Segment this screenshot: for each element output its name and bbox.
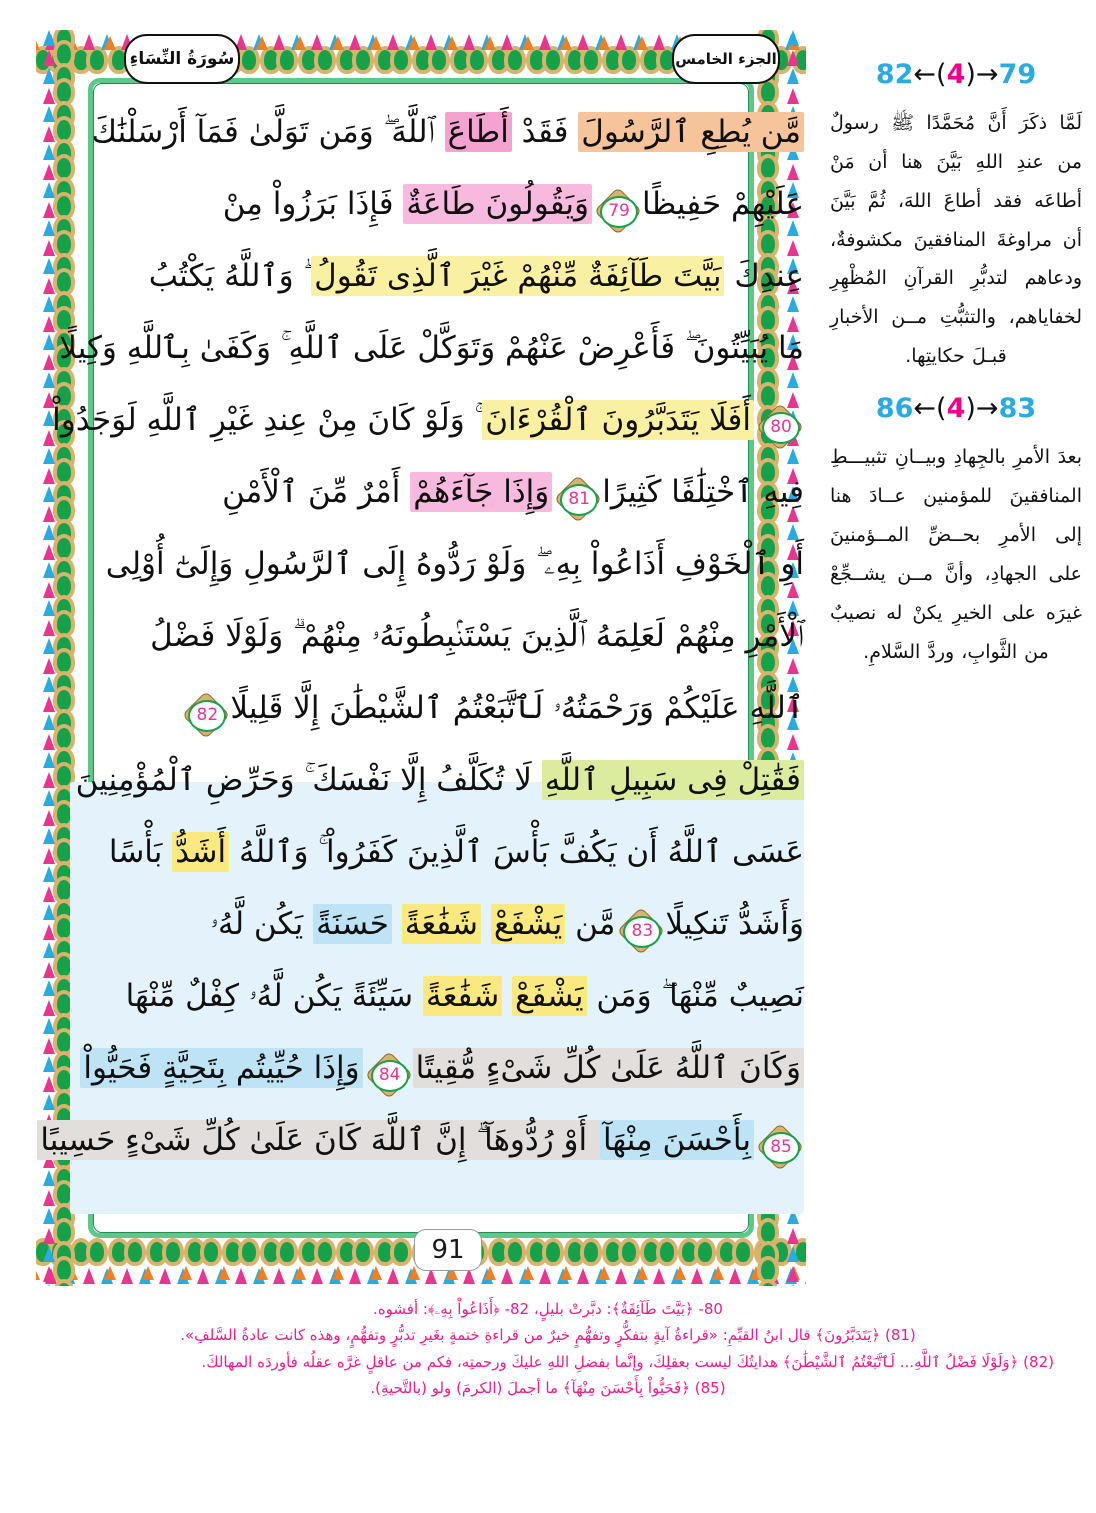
line-11: [70, 816, 804, 888]
line-9: [70, 672, 804, 744]
range-arrow-left-1: ←(: [913, 59, 947, 90]
line-1-seg-3: ٱللَّهَ ۖ وَمَن تَوَلَّىٰ فَمَآ أَرْسَلْنَٰكَ: [91, 114, 445, 150]
range-right-1: 79: [998, 59, 1037, 90]
range-arrow-right-1: )→: [965, 59, 999, 90]
ayah-ring: [762, 1132, 800, 1164]
border-motif-icon: [757, 1240, 803, 1282]
line-12-seg-6: [392, 906, 402, 942]
line-3-seg-2: ۖ وَٱللَّهُ يَكْتُبُ: [148, 258, 312, 294]
ayah-ring: [371, 1060, 409, 1092]
line-8-seg-0: ٱلْأَمْرِ مِنْهُمْ لَعَلِمَهُ ٱلَّذِينَ يَسْتَنۢبِطُونَهُۥ مِنْهُمْ ۗ وَلَوْلَا فَضْلُ: [150, 618, 804, 654]
line-13-seg-3: شَفَٰعَةً: [423, 976, 502, 1016]
line-12-seg-5: شَفَٰعَةً: [402, 904, 481, 944]
footnote-81: (81) ﴿يَتَدَبَّرُونَ﴾ قال ابنُ القيِّمِ: «قراءةُ آيةٍ بتفكُّرٍ وتفهُّمٍ خيرٌ من قراءةِ ختمةٍ بغَيرِ تدبُّرٍ وتفهُّمٍ، وهذه كانت عادةُ السَّلفِ».: [180, 1326, 916, 1345]
ayah-marker-81[interactable]: [555, 476, 599, 520]
border-motif-icon: [39, 30, 85, 66]
line-7-seg-0: أَوِ ٱلْخَوْفِ أَذَاعُواْ بِهِۦ ۖ وَلَوْ رَدُّوهُ إِلَى ٱلرَّسُولِ وَإِلَىٰٓ أُوْلِى: [105, 546, 804, 582]
line-15-seg-2: أَوْ رُدُّوهَآ ۗ إِنَّ ٱللَّهَ كَانَ عَلَىٰ كُلِّ شَىْءٍ حَسِيبًا: [37, 1120, 600, 1160]
tafsir-text-1: لَمَّا ذكَرَ أَنَّ مُحَمَّدًا ﷺ رسولٌ من عندِ اللهِ بَيَّنَ هنا أن مَنْ أطاعَه فقد أطاعَ اللهَ، ثُمَّ بَيَّنَ أن مراوغةَ المنافقينَ مكشوفةٌ، ودعاهم لتدبُّرِ القرآنِ المُظْهِرِ لخفاياهم، والتثبُّتِ مــن الأخبارِ قبـلَ حكايتِها.: [830, 111, 1082, 368]
range-right-2: 83: [998, 393, 1037, 425]
footnotes-area: [42, 1296, 1054, 1401]
line-3-seg-0: عِندِكَ: [724, 258, 804, 294]
line-4-seg-0: مَا يُبَيِّتُونَ ۖ فَأَعْرِضْ عَنْهُمْ وَتَوَكَّلْ عَلَى ٱللَّهِ ۚ وَكَفَىٰ بِٱللَّهِ وَكِيلًا: [59, 330, 804, 366]
tafsir-text-2: بعدَ الأمرِ بالجِهادِ وبيــانِ تثبيـــطِ المنافقينَ للمؤمنين عــادَ هنا إلى الأمرِ بحــضِّ المــؤمنينَ على الجهادِ، وأنَّ مــن يشــجِّعْ غيرَه على الخيرِ يكنْ له نصيبٌ من الثَّوابِ، وردَّ السَّلامِ.: [830, 445, 1082, 663]
line-15: [40, 1104, 804, 1176]
line-13-seg-0: نَصِيبٌ مِّنْهَا ۖ وَمَن: [586, 978, 804, 1014]
line-10-seg-1: لَا تُكَلَّفُ إِلَّا نَفْسَكَ ۚ وَحَرِّضِ ٱلْمُؤْمِنِينَ: [75, 762, 542, 798]
range-surah-1: 4: [946, 59, 966, 90]
ayah-marker-79[interactable]: [595, 188, 639, 232]
line-11-seg-2: بَأْسًا: [108, 834, 173, 870]
line-2-seg-3: فَإِذَا بَرَزُواْ مِنْ: [222, 186, 404, 222]
line-1: [70, 96, 804, 168]
line-3-seg-1: بَيَّتَ طَآئِفَةٌ مِّنْهُمْ غَيْرَ ٱلَّذِى تَقُولُ: [311, 256, 724, 296]
ayah-marker-83[interactable]: [618, 908, 662, 952]
line-7: [70, 528, 804, 600]
line-11-seg-1: أَشَدُّ: [172, 832, 229, 872]
line-12-seg-0: وَأَشَدُّ تَنكِيلًا: [665, 906, 804, 942]
line-13: [70, 960, 804, 1032]
ayah-ring: [600, 196, 638, 228]
line-12-seg-2: مَّن: [565, 906, 616, 942]
line-6-seg-3: أَمْرٌ مِّنَ ٱلْأَمْنِ: [222, 474, 411, 510]
line-1-seg-1: فَقَدْ: [511, 114, 579, 150]
verse-range-header-1: [830, 60, 1082, 90]
footnote-85: (85) ﴿فَحَيُّواْ بِأَحْسَنَ مِنْهَآ﴾ ما أجملَ (الكرمَ) ولو (بالتَّحيةِ).: [370, 1378, 726, 1397]
range-surah-2: 4: [946, 393, 966, 425]
ayah-number: 83: [631, 921, 654, 941]
line-6: [70, 456, 804, 528]
page-number-label: 91: [431, 1235, 465, 1265]
tafsir-block-2: [830, 394, 1082, 671]
line-12: [70, 888, 804, 960]
line-12-seg-3: يَشْفَعْ: [491, 904, 565, 944]
border-motif-icon: [757, 1278, 803, 1286]
line-12-seg-4: [481, 906, 491, 942]
line-4: [59, 312, 804, 384]
range-left-2: 86: [875, 393, 914, 425]
line-11-seg-0: عَسَى ٱللَّهُ أَن يَكُفَّ بَأْسَ ٱلَّذِينَ كَفَرُواْ ۚ وَٱللَّهُ: [229, 834, 804, 870]
juz-name-label: الجزء الخامس: [675, 50, 777, 68]
ayah-number: 79: [608, 201, 630, 221]
verse-range-header-2: [830, 394, 1082, 424]
line-8: [70, 600, 804, 672]
tafsir-block-1: [830, 60, 1082, 376]
ayah-number: 85: [770, 1137, 792, 1157]
line-9-seg-0: ٱللَّهِ عَلَيْكُمْ وَرَحْمَتُهُۥ لَٱتَّبَعْتُمُ ٱلشَّيْطَٰنَ إِلَّا قَلِيلًا: [230, 690, 804, 726]
line-13-seg-4: سَيِّئَةً يَكُن لَّهُۥ كِفْلٌ مِّنْهَا: [125, 978, 423, 1014]
mushaf-text-area: [40, 96, 804, 1216]
line-5-seg-1: أَفَلَا يَتَدَبَّرُونَ ٱلْقُرْءَانَ: [482, 400, 754, 440]
line-2-seg-0: عَلَيْهِمْ حَفِيظًا: [642, 186, 804, 222]
border-motif-icon: [39, 1278, 85, 1286]
line-15-seg-1: بِأَحْسَنَ مِنْهَآ: [600, 1120, 754, 1160]
line-5: [52, 384, 804, 456]
ayah-number: 82: [196, 705, 219, 725]
border-motif-icon: [39, 1240, 85, 1282]
line-12-seg-8: يَكُن لَّهُۥ: [210, 906, 314, 942]
juz-name-cartouche: [672, 34, 780, 84]
range-arrow-left-2: ←(: [913, 393, 947, 425]
line-13-seg-1: يَشْفَعْ: [512, 976, 586, 1016]
ayah-number: 81: [568, 489, 591, 509]
line-2: [70, 168, 804, 240]
page-number-badge: [414, 1229, 482, 1271]
ayah-marker-80[interactable]: [757, 404, 801, 448]
line-6-seg-2: وَإِذَا جَآءَهُمْ: [410, 472, 552, 512]
footnote-82: (82) ﴿وَلَوْلَا فَضْلُ ٱللَّهِ... لَٱتَّبَعْتُمُ ٱلشَّيْطَٰنَ﴾ هدايتُكَ ليست بعقلِكَ، وإنَّما بفضلِ اللهِ عليكَ ورحمتِه، فكم من عاقلٍ غرَّه عقلُه فأوردَه المهالكَ.: [201, 1352, 1054, 1371]
line-14: [70, 1032, 804, 1104]
ayah-number: 84: [378, 1065, 401, 1085]
line-5-seg-2: ۚ وَلَوْ كَانَ مِنْ عِندِ غَيْرِ ٱللَّهِ لَوَجَدُواْ: [52, 402, 483, 438]
ayah-marker-85[interactable]: [757, 1124, 801, 1168]
line-14-seg-2: وَإِذَا حُيِّيتُم بِتَحِيَّةٍ فَحَيُّواْ: [80, 1048, 362, 1088]
surah-name-cartouche: [124, 34, 240, 84]
range-left-1: 82: [875, 59, 914, 90]
line-13-seg-2: [502, 978, 512, 1014]
footnote-80-82: 80- ﴿بَيَّتَ طَآئِفَةٌ﴾: دبَّرتْ بليلٍ، 82- ﴿أَذَاعُواْ بِهِۦ﴾: أفشوه.: [373, 1300, 723, 1318]
mushaf-lines: [40, 96, 804, 1176]
line-1-seg-0: مَّن يُطِعِ ٱلرَّسُولَ: [578, 112, 804, 152]
line-2-seg-2: وَيَقُولُونَ طَاعَةٌ: [403, 184, 592, 224]
ayah-ring: [623, 916, 661, 948]
surah-name-label: سُورَةُ النِّسَاءِ: [129, 49, 235, 69]
line-10-seg-0: فَقَٰتِلْ فِى سَبِيلِ ٱللَّهِ: [542, 760, 804, 800]
ayah-ring: [560, 484, 598, 516]
ayah-ring: [762, 412, 800, 444]
line-14-seg-0: وَكَانَ ٱللَّهُ عَلَىٰ كُلِّ شَىْءٍ مُّقِيتًا: [413, 1048, 804, 1088]
range-arrow-right-2: )→: [965, 393, 999, 425]
tafsir-column: [830, 60, 1082, 1260]
ayah-marker-84[interactable]: [366, 1052, 410, 1096]
ayah-ring: [188, 700, 226, 732]
ayah-marker-82[interactable]: [183, 692, 227, 736]
ayah-number: 80: [770, 417, 792, 437]
line-3: [70, 240, 804, 312]
line-12-seg-7: حَسَنَةً: [313, 904, 392, 944]
line-1-seg-2: أَطَاعَ: [445, 112, 512, 152]
line-10: [70, 744, 804, 816]
line-6-seg-0: فِيهِ ٱخْتِلَٰفًا كَثِيرًا: [602, 474, 804, 510]
